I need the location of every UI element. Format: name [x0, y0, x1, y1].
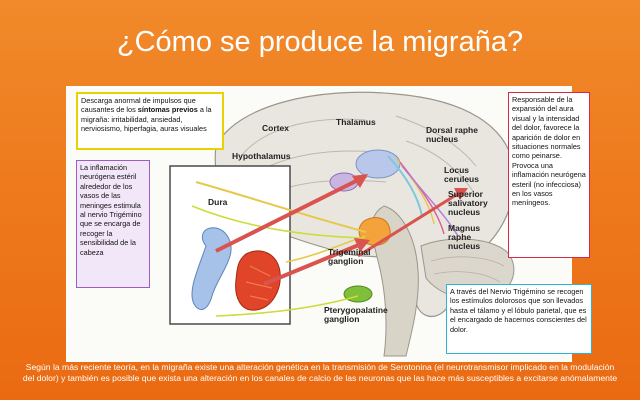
callout-prodrome-pre: Descarga anormal de impulsos que causantes de los [81, 96, 196, 115]
label-trigeminal-ganglion: Trigeminal ganglion [328, 247, 371, 266]
callout-aura: Responsable de la expansión del aura visual y la intensidad del dolor, favorece la aparición de dolor en situaciones normales como peinarse. Provoca una inflamación neurógena esteril (no infecciosa) en los vasos meníngeos. [508, 92, 590, 258]
label-dura: Dura [208, 197, 228, 207]
callout-prodrome-post: a la migraña: irritabilidad, ansiedad, nerviosismo, hiperfagia, auras visuales [81, 105, 212, 134]
label-hypothalamus: Hypothalamus [232, 151, 291, 161]
callout-inflammation: La inflamación neurógena estéril alrededor de los vasos de las meninges estimula al nervio Trigémino que se encarga de recoger la sensibilidad de la cabeza [76, 160, 150, 288]
pterygopalatine-ganglion-shape [344, 286, 372, 302]
label-cortex: Cortex [262, 123, 289, 133]
thalamus-region [356, 150, 400, 178]
label-superior-salivatory: Superior salivatory nucleus [448, 189, 488, 217]
label-magnus-raphe: Magnus raphe nucleus [448, 223, 481, 251]
callout-prodrome [76, 92, 224, 150]
footer-text: Según la más reciente teoría, en la migraña existe una alteración genética en la transmisión de Serotonina (el neurotransmisor implicado en la modulación del dolor) y también es posible que exista una alteración en los canales de calcio de las neuronas que las hace más susceptibles a excitarse anómalamente [22, 362, 618, 383]
label-thalamus: Thalamus [336, 117, 376, 127]
label-pterygopalatine-ganglion: Pterygopalatine ganglion [324, 305, 388, 324]
callout-trigeminal-path: A través del Nervio Trigémino se recogen los estímulos dolorosos que son llevados hasta el tálamo y el lóbulo parietal, que es el encargado de hacernos conscientes del dolor. [446, 284, 592, 354]
label-locus-ceruleus: Locus ceruleus [444, 165, 479, 184]
label-dorsal-raphe: Dorsal raphe nucleus [426, 125, 478, 144]
slide-title: ¿Cómo se produce la migraña? [116, 26, 524, 58]
callout-prodrome-bold: síntomas previos [137, 105, 198, 115]
